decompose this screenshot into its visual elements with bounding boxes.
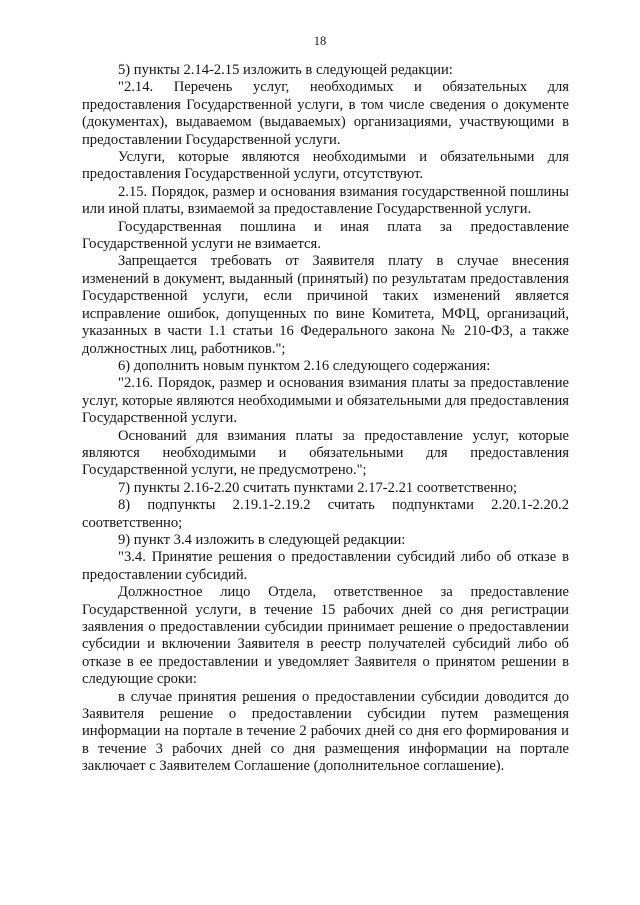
paragraph-services-absent: Услуги, которые являются необходимыми и обязательными для предоставления Государственной услуги, отсутствуют. bbox=[82, 149, 569, 183]
paragraph-clause-3-4: "3.4. Принятие решения о предоставлении субсидий либо об отказе в предоставлении субсидий. bbox=[82, 549, 569, 583]
document-body bbox=[82, 62, 569, 776]
paragraph-no-grounds: Оснований для взимания платы за предоставление услуг, которые являются необходимыми и обязательными для предоставления Государственной услуги, не предусмотрено."; bbox=[82, 427, 569, 479]
paragraph-clause-2-16: "2.16. Порядок, размер и основания взимания платы за предоставление услуг, которые являются необходимыми и обязательными для предоставления Государственной услуги. bbox=[82, 375, 569, 427]
paragraph-prohibition: Запрещается требовать от Заявителя плату в случае внесения изменений в документ, выданный (принятый) по результатам предоставления Государственной услуги, если причиной таких изменений является исправление ошибок, допущенных по вине Комитета, МФЦ, организаций, указанных в части 1.1 статьи 16 Федерального закона № 210-ФЗ, а также должностных лиц, работников."; bbox=[82, 253, 569, 357]
page-number: 18 bbox=[313, 34, 327, 48]
paragraph-clause-2-14: "2.14. Перечень услуг, необходимых и обязательных для предоставления Государственной услуги, в том числе сведения о документе (документах), выдаваемом (выдаваемых) организациями, участвующими в предоставлении Государственной услуги. bbox=[82, 79, 569, 148]
paragraph-item-7: 7) пункты 2.16-2.20 считать пунктами 2.17-2.21 соответственно; bbox=[118, 479, 518, 496]
paragraph-item-6-heading: 6) дополнить новым пунктом 2.16 следующего содержания: bbox=[118, 357, 491, 374]
paragraph-approval-case: в случае принятия решения о предоставлении субсидии доводится до Заявителя решение о предоставлении субсидии путем размещения информации на портале в течение 2 рабочих дней со дня его формирования и в течение 3 рабочих дней со дня размещения информации на портале заключает с Заявителем Соглашение (дополнительное соглашение). bbox=[82, 688, 569, 775]
paragraph-item-5-heading: 5) пункты 2.14-2.15 изложить в следующей редакции: bbox=[118, 62, 453, 78]
paragraph-clause-2-15: 2.15. Порядок, размер и основания взимания государственной пошлины или иной платы, взимаемой за предоставление Государственной услуги. bbox=[82, 183, 569, 218]
paragraph-fee-not-charged: Государственная пошлина и иная плата за предоставление Государственной услуги не взимается. bbox=[82, 218, 569, 253]
paragraph-official-decision: Должностное лицо Отдела, ответственное за предоставление Государственной услуги, в течение 15 рабочих дней со дня регистрации заявления о предоставлении субсидии принимает решение о предоставлении субсидии и включении Заявителя в реестр получателей субсидий либо об отказе в ее предоставлении и уведомляет Заявителя о принятом решении в следующие сроки: bbox=[82, 584, 569, 688]
paragraph-item-9-heading: 9) пункт 3.4 изложить в следующей редакции: bbox=[118, 531, 406, 548]
paragraph-item-8: 8) подпункты 2.19.1-2.19.2 считать подпунктами 2.20.1-2.20.2 соответственно; bbox=[82, 497, 569, 531]
